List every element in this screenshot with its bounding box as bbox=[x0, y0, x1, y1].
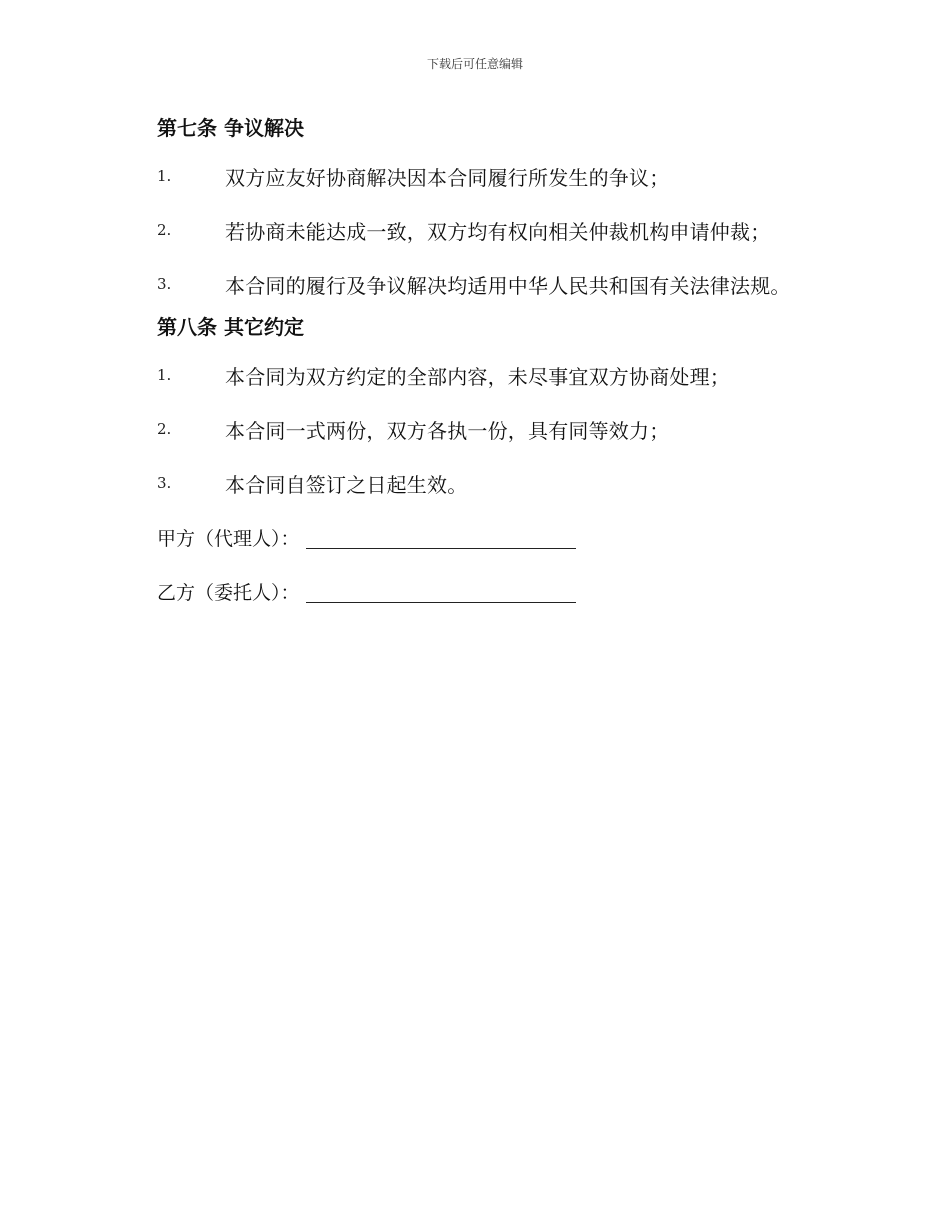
list-item bbox=[157, 203, 857, 257]
header-note: 下载后可任意编辑 bbox=[426, 57, 523, 71]
signature-party-b bbox=[157, 564, 857, 618]
item-text: 若协商未能达成一致，双方均有权向相关仲裁机构申请仲裁； bbox=[225, 219, 771, 244]
signature-block bbox=[157, 510, 857, 618]
list-item bbox=[157, 257, 857, 311]
section-other-agreements bbox=[157, 311, 857, 510]
item-text: 本合同一式两份，双方各执一份，具有同等效力； bbox=[225, 418, 670, 443]
document-content bbox=[157, 112, 857, 618]
item-number: 3. bbox=[157, 275, 172, 293]
signature-label: 甲方（代理人）： bbox=[157, 527, 300, 550]
clause-list bbox=[157, 348, 857, 510]
clause-list bbox=[157, 149, 857, 311]
section-title: 第八条 其它约定 bbox=[157, 315, 304, 339]
signature-blank-line[interactable] bbox=[306, 580, 576, 603]
item-number: 1. bbox=[157, 366, 172, 384]
list-item bbox=[157, 348, 857, 402]
signature-label: 乙方（委托人）： bbox=[157, 581, 300, 604]
section-dispute-resolution bbox=[157, 112, 857, 311]
item-number: 1. bbox=[157, 167, 172, 185]
list-item bbox=[157, 402, 857, 456]
list-item bbox=[157, 456, 857, 510]
list-item bbox=[157, 149, 857, 203]
item-text: 本合同为双方约定的全部内容，未尽事宜双方协商处理； bbox=[225, 364, 730, 389]
item-number: 2. bbox=[157, 420, 172, 438]
signature-party-a bbox=[157, 510, 857, 564]
item-text: 本合同的履行及争议解决均适用中华人民共和国有关法律法规。 bbox=[225, 273, 791, 298]
item-text: 双方应友好协商解决因本合同履行所发生的争议； bbox=[225, 165, 670, 190]
item-text: 本合同自签订之日起生效。 bbox=[225, 472, 468, 497]
section-title: 第七条 争议解决 bbox=[157, 116, 304, 140]
item-number: 3. bbox=[157, 474, 172, 492]
signature-blank-line[interactable] bbox=[306, 526, 576, 549]
item-number: 2. bbox=[157, 221, 172, 239]
